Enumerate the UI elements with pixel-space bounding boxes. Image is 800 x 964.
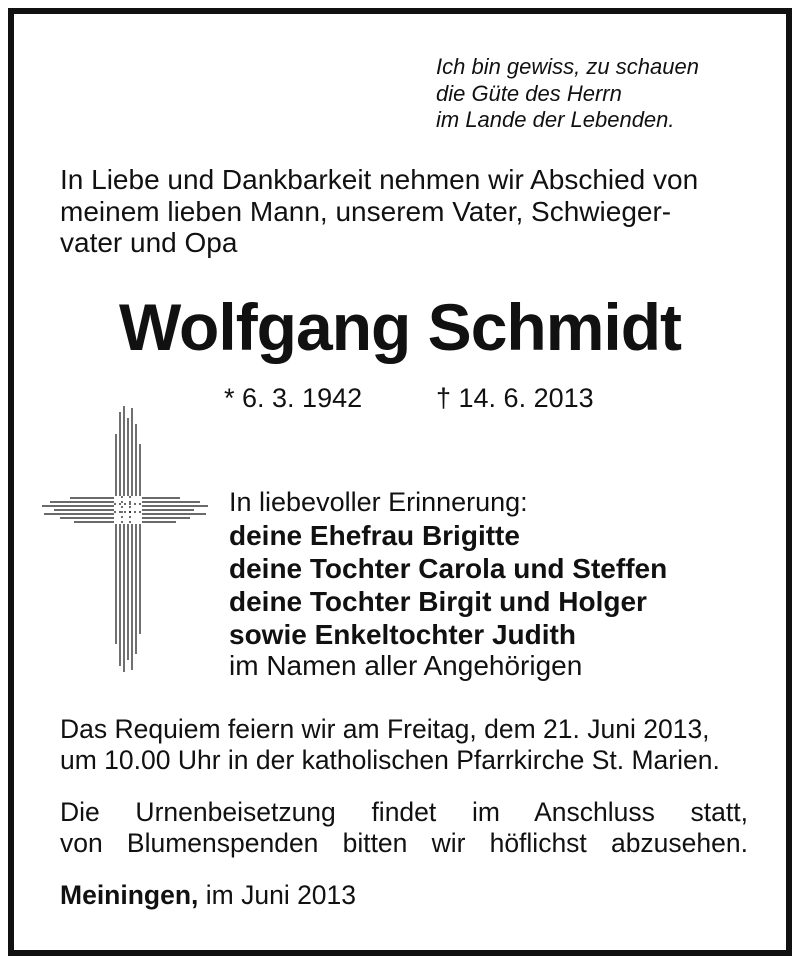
- intro-line: meinem lieben Mann, unserem Vater, Schwieger-: [60, 195, 672, 227]
- intro-line: In Liebe und Dankbarkeit nehmen wir Abschied von: [60, 164, 699, 195]
- verse-line: im Lande der Lebenden.: [436, 107, 675, 132]
- death-date: † 14. 6. 2013: [436, 383, 594, 413]
- mourner-line: deine Ehefrau Brigitte: [229, 520, 520, 551]
- intro-line: vater und Opa: [60, 227, 238, 258]
- cross-icon: [40, 404, 210, 674]
- verse-line: die Güte des Herrn: [436, 80, 622, 106]
- farewell-intro: [60, 164, 698, 259]
- burial-line: von Blumenspenden bitten wir höflichst abzusehen.: [60, 828, 748, 858]
- obituary-frame: [8, 8, 792, 956]
- place-date-line: [60, 880, 356, 911]
- bible-verse: [436, 54, 699, 134]
- mourners-list: [229, 519, 667, 651]
- verse-line: Ich bin gewiss, zu schauen: [436, 54, 699, 79]
- on-behalf-line: im Namen aller Angehörigen: [229, 650, 583, 681]
- mourner-line: deine Tochter Birgit und Holger: [229, 586, 647, 617]
- place-name: Meiningen,: [60, 880, 199, 910]
- date-line: im Juni 2013: [205, 880, 357, 910]
- requiem-line: Das Requiem feiern wir am Freitag, dem 21. Juni 2013,: [60, 714, 710, 744]
- remembrance-heading: In liebevoller Erinnerung:: [229, 487, 528, 517]
- mourner-line: deine Tochter Carola und Steffen: [229, 553, 668, 584]
- requiem-line: um 10.00 Uhr in der katholischen Pfarrkirche St. Marien.: [60, 745, 720, 775]
- birth-date: * 6. 3. 1942: [224, 383, 363, 413]
- burial-line: Die Urnenbeisetzung findet im Anschluss statt,: [60, 797, 748, 827]
- burial-notice: [60, 797, 748, 859]
- mourner-line: sowie Enkeltochter Judith: [229, 619, 576, 650]
- deceased-name: Wolfgang Schmidt: [118, 290, 682, 364]
- requiem-notice: [60, 714, 720, 776]
